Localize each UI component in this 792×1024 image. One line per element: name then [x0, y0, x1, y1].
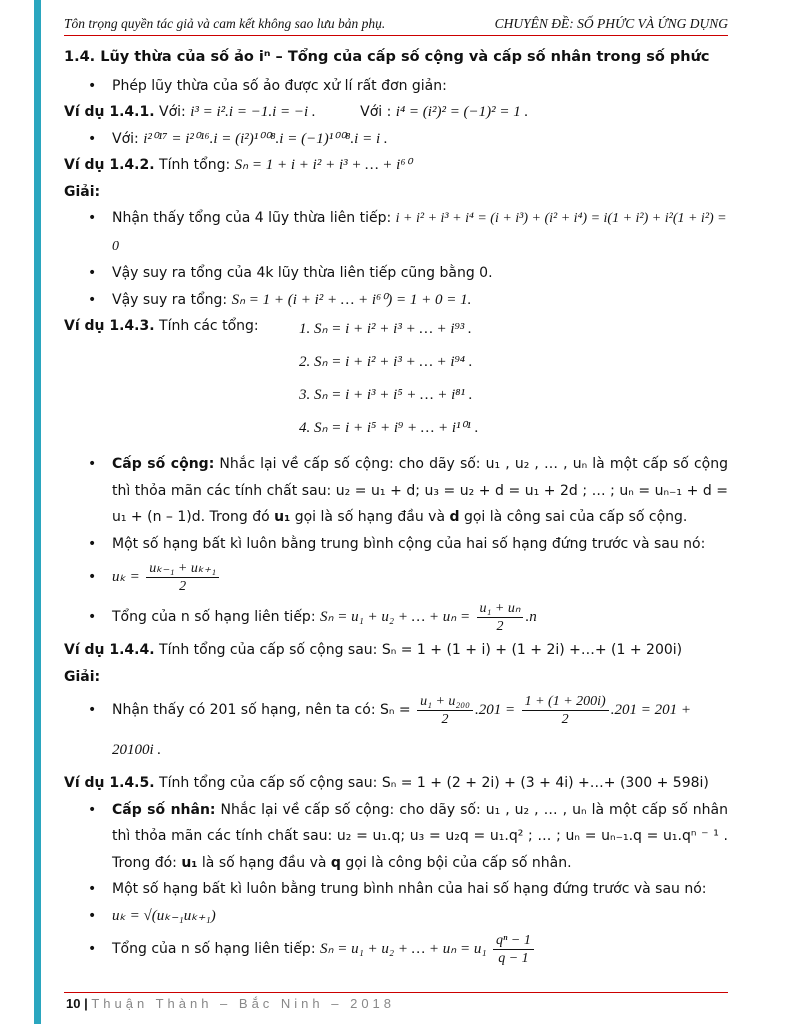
sum-item: 2. Sₙ = i + i² + i³ + … + i⁹⁴ . [299, 354, 473, 370]
example-label: Ví dụ 1.4.2. [64, 157, 155, 173]
example-1-4-3 [64, 313, 728, 445]
header-rule [64, 35, 728, 36]
left-accent-bar [34, 0, 41, 1024]
equation: i + i² + i³ + i⁴ = (i + i³) + (i² + i⁴) = i(1 + i²) + i²(1 + i²) = 0 [112, 211, 727, 254]
sum-item: 4. Sₙ = i + i⁵ + i⁹ + … + i¹⁰¹ . [299, 420, 479, 436]
solution-bullet: • Nhận thấy tổng của 4 lũy thừa liên tiếp: i + i² + i³ + i⁴ = (i + i³) + (i² + i⁴) = i(1 + i²) + i²(1 + i²) = 0 [64, 205, 728, 260]
solution-bullet: • Nhận thấy có 201 số hạng, nên ta có: Sₙ = $\frac{\text{u₁ + u₂₀₀}}{2}$ .201 = $\frac{1 + (1 + 200i)}{2}$ .201 = 201 + 20100i . [64, 690, 728, 770]
example-label: Ví dụ 1.4.4. [64, 642, 155, 658]
arithmetic-mean-formula: • uₖ = $\frac{\text{uₖ₋₁ + uₖ₊₁}}{2}$ [64, 557, 728, 597]
equation: i³ = i².i = −1.i = −i . [190, 104, 316, 120]
page-footer: 10 | Thuận Thành – Bắc Ninh – 2018 [66, 996, 396, 1011]
geometric-sum-formula: • Tổng của n số hạng liên tiếp: Sₙ = u₁ + u₂ + … + uₙ = u₁ $\frac{\text{qⁿ − 1}}{q - 1}$ [64, 929, 728, 969]
equation: i²⁰¹⁷ = i²⁰¹⁶.i = (i²)¹⁰⁰⁸.i = (−1)¹⁰⁰⁸.i = i . [143, 130, 388, 147]
fraction: $\frac{\text{qⁿ − 1}}{q - 1}$ [493, 932, 534, 967]
example-1-4-1-bullet: • Với: i²⁰¹⁷ = i²⁰¹⁶.i = (i²)¹⁰⁰⁸.i = (−1)¹⁰⁰⁸.i = i . [64, 126, 728, 153]
example-1-4-5: Ví dụ 1.4.5. Tính tổng của cấp số cộng sau: Sₙ = 1 + (2 + 2i) + (3 + 4i) +…+ (300 + 598i) [64, 775, 709, 791]
footer-place: Thuận Thành – Bắc Ninh – 2018 [91, 996, 396, 1011]
example-label: Ví dụ 1.4.3. [64, 318, 155, 334]
sum-item: 3. Sₙ = i + i³ + i⁵ + … + i⁸¹ . [299, 387, 473, 403]
geometric-mean-bullet: • Một số hạng bất kì luôn bằng trung bình nhân của hai số hạng đứng trước và sau nó: [64, 876, 728, 903]
page-header [64, 10, 728, 32]
footer-rule [64, 992, 728, 993]
example-1-4-3-heading: Ví dụ 1.4.3. Tính các tổng: [64, 318, 259, 334]
arithmetic-sum-formula: • Tổng của n số hạng liên tiếp: Sₙ = u₁ + u₂ + … + uₙ = $\frac{\text{u₁ + uₙ}}{2}$ .n [64, 597, 728, 637]
header-left: Tôn trọng quyền tác giả và cam kết không sao lưu bản phụ. [64, 16, 386, 31]
arithmetic-progression-bullet: • Cấp số cộng: Nhắc lại về cấp số cộng: cho dãy số: u₁ , u₂ , … , uₙ là một cấp số cộng thì thỏa mãn các tính chất sau: u₂ = u₁ + d; u₃ = u₂ + d = u₁ + 2d ; … ; uₙ = uₙ₋₁ + d = u₁ + (n – 1)d. Trong đó u₁ gọi là số hạng đầu và d gọi là công sai của cấp số cộng. [64, 451, 728, 531]
geometric-mean-formula: • uₖ = √(uₖ₋₁uₖ₊₁) [64, 903, 728, 930]
arithmetic-mean-bullet: • Một số hạng bất kì luôn bằng trung bình cộng của hai số hạng đứng trước và sau nó: [64, 531, 728, 558]
sum-item: 1. Sₙ = i + i² + i³ + … + i⁹³ . [299, 321, 472, 337]
fraction: $\frac{\text{u₁ + uₙ}}{2}$ [477, 600, 524, 635]
fraction: $\frac{1 + (1 + 200i)}{2}$ [522, 693, 609, 728]
geometric-progression-bullet: • Cấp số nhân: Nhắc lại về cấp số cộng: cho dãy số: u₁ , u₂ , … , uₙ là một cấp số nhân thì thỏa mãn các tính chất sau: u₂ = u₁.q; u₃ = u₂q = u₁.q² ; … ; uₙ = uₙ₋₁.q = u₁.qⁿ ⁻ ¹ . Trong đó: u₁ là số hạng đầu và q gọi là công bội của cấp số nhân. [64, 797, 728, 877]
solution-heading: Giải: [64, 183, 101, 200]
example-label: Ví dụ 1.4.1. [64, 104, 155, 120]
page-number: 10 [66, 996, 81, 1011]
section-title: 1.4. Lũy thừa của số ảo iⁿ – Tổng của cấp số cộng và cấp số nhân trong số phức [64, 49, 710, 65]
header-right: CHUYÊN ĐỀ: SỐ PHỨC VÀ ỨNG DỤNG [494, 16, 728, 31]
equation: Sₙ = 1 + (i + i² + … + i⁶⁰) = 1 + 0 = 1. [231, 291, 472, 308]
page-content [64, 44, 728, 969]
equation: i⁴ = (i²)² = (−1)² = 1 . [395, 104, 529, 120]
intro-bullet: • Phép lũy thừa của số ảo được xử lí rất đơn giản: [64, 73, 728, 100]
example-1-4-4: Ví dụ 1.4.4. Tính tổng của cấp số cộng sau: Sₙ = 1 + (1 + i) + (1 + 2i) +…+ (1 + 200i) [64, 642, 683, 658]
solution-heading: Giải: [64, 668, 101, 685]
solution-bullet: • Vậy suy ra tổng của 4k lũy thừa liên tiếp cũng bằng 0. [64, 260, 728, 287]
fraction: $\frac{\text{uₖ₋₁ + uₖ₊₁}}{2}$ [146, 560, 219, 595]
fraction: $\frac{\text{u₁ + u₂₀₀}}{2}$ [417, 693, 473, 728]
example-label: Ví dụ 1.4.5. [64, 775, 155, 791]
example-1-4-2: Ví dụ 1.4.2. Tính tổng: Sₙ = 1 + i + i² + i³ + … + i⁶⁰ [64, 157, 412, 173]
example-1-4-1: Ví dụ 1.4.1. Với: i³ = i².i = −1.i = −i . Với : i⁴ = (i²)² = (−1)² = 1 . [64, 104, 529, 120]
equation: Sₙ = 1 + i + i² + i³ + … + i⁶⁰ [234, 157, 412, 173]
solution-bullet: • Vậy suy ra tổng: Sₙ = 1 + (i + i² + … + i⁶⁰) = 1 + 0 = 1. [64, 287, 728, 314]
